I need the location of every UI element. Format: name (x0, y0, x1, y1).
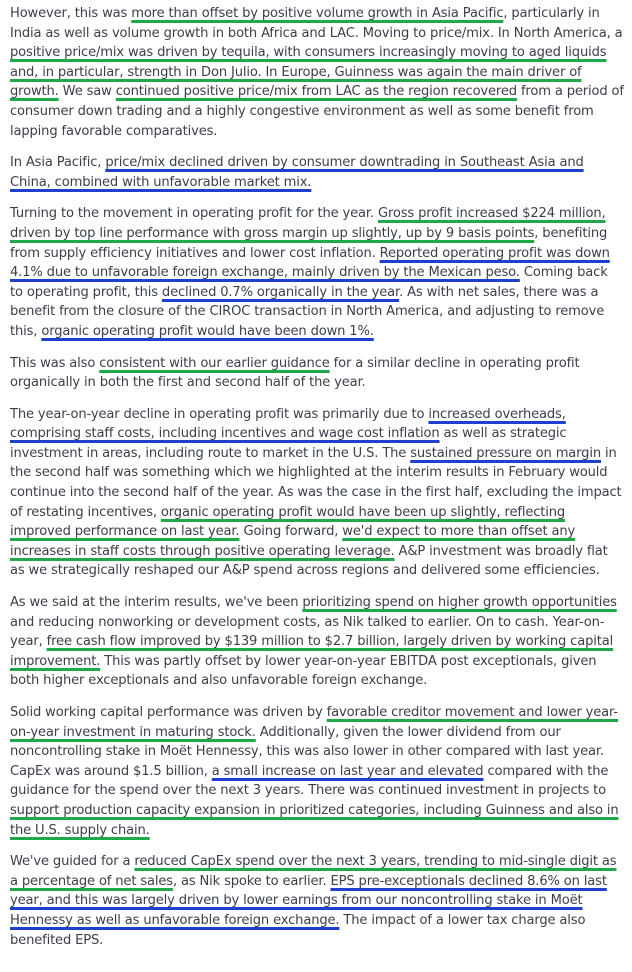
highlight-positive: we'd expect to more than offset any increases in staff costs through positive operating leverage. (10, 524, 576, 559)
highlight-negative: price/mix declined driven by consumer downtrading in Southeast Asia and China, combined with unfavorable market mix. (10, 155, 584, 190)
text-run: The impact of a lower tax charge also benefited EPS. (10, 912, 586, 948)
highlight-positive: more than offset by positive volume growth in Asia Pacific (131, 6, 504, 21)
text-run: for a similar decline in operating profit organically in both the first and second half of the year. (10, 355, 580, 391)
text-run: as well as strategic investment in areas, including route to market in the U.S. The (10, 426, 567, 461)
text-run: Coming back to operating profit, this (10, 265, 608, 300)
text-run: The year-on-year decline in operating profit was primarily due to (10, 406, 429, 422)
highlight-positive: free cash flow improved by $139 million to $2.7 billion, largely driven by working capital improvement. (10, 634, 614, 669)
highlight-positive: organic operating profit would have been up slightly, reflecting improved performance on last year. (10, 504, 566, 540)
highlight-negative: declined 0.7% organically in the year (161, 284, 400, 300)
paragraph (10, 354, 624, 393)
text-run: , as Nik spoke to earlier. (172, 873, 331, 889)
text-run: and reducing nonworking or development costs, as Nik talked to earlier. On to cash. Year-on-year, (10, 614, 605, 650)
highlight-negative: organic operating profit would have been down 1%. (41, 323, 374, 339)
text-run: Going forward, (239, 524, 343, 540)
paragraph (10, 204, 624, 341)
highlight-negative: increased overheads, comprising staff costs, including incentives and wage cost inflation (10, 406, 566, 442)
highlight-negative: sustained pressure on margin (410, 445, 601, 461)
highlight-positive: reduced CapEx spend over the next 3 years, trending to mid-single digit as a percentage of net sales (10, 854, 617, 889)
text-run: A&P investment was broadly flat as we strategically reshaped our A&P spend across regions and delivered some efficiencies. (10, 543, 608, 579)
text-run: compared with the guidance for the spend over the next 3 years. There was continued investment in projects to (10, 763, 609, 799)
paragraph (10, 703, 624, 840)
highlight-positive: prioritizing spend on higher growth opportunities (302, 595, 617, 611)
text-run: We've guided for a (10, 854, 135, 870)
highlight-positive: Gross profit increased $224 million, driven by top line performance with gross margin up slightly, up by 9 basis points (10, 206, 606, 241)
highlight-negative: Reported operating profit was down 4.1% due to unfavorable foreign exchange, mainly driven by the Mexican peso. (10, 245, 610, 281)
text-run: in the second half was something which we highlighted at the interim results in February would continue into the second half of the year. As was the case in the first half, excluding the impact of restating incentives, (10, 445, 622, 520)
text-run: . As with net sales, there was a benefit from the closure of the CIROC transaction in North America, and adjusting to remove this, (10, 284, 605, 339)
highlight-negative: a small increase on last year and elevated (211, 763, 484, 779)
highlight-positive: favorable creditor movement and lower year-on-year investment in maturing stock. (10, 705, 618, 740)
text-run: Turning to the movement in operating profit for the year. (10, 206, 378, 222)
paragraph (10, 593, 624, 691)
text-run: This was partly offset by lower year-on-year EBITDA post exceptionals, given both higher exceptionals and also unfavorable foreign exchange. (10, 653, 597, 689)
paragraph (10, 852, 624, 950)
paragraph (10, 4, 624, 141)
highlight-positive: positive price/mix was driven by tequila, with consumers increasingly moving to aged liquids and, in particular, strength in Don Julio. In Europe, Guinness was again the main driver of growth. (10, 45, 607, 100)
text-run: , particularly in India as well as volume growth in both Africa and LAC. Moving to price/mix. In North America, a (10, 6, 623, 41)
text-run: In Asia Pacific, (10, 155, 106, 171)
text-run: We saw (58, 84, 116, 100)
text-run: As we said at the interim results, we've been (10, 595, 303, 611)
text-run: Solid working capital performance was driven by (10, 705, 327, 720)
text-run: This was also (10, 355, 100, 371)
highlight-negative: EPS pre-exceptionals declined 8.6% on last year, and this was largely driven by lower earnings from our noncontrolling stake in Moët Hennessy as well as unfavorable foreign exchange. (10, 873, 607, 928)
paragraph (10, 405, 624, 581)
highlight-positive: consistent with our earlier guidance (99, 355, 330, 371)
highlight-positive: continued positive price/mix from LAC as the region recovered (115, 84, 517, 100)
text-run: Additionally, given the lower dividend from our noncontrolling stake in Moët Hennessy, this was also lower in other compared with last year. CapEx was around $1.5 billion, (10, 724, 604, 779)
paragraph (10, 153, 624, 192)
highlight-positive: support production capacity expansion in prioritized categories, including Guinness and also in the U.S. supply chain. (10, 802, 619, 838)
text-run: from a period of consumer down trading and a highly congestive environment as well as some benefit from lapping favorable comparatives. (10, 84, 624, 139)
text-run: , benefiting from supply efficiency initiatives and lower cost inflation. (10, 225, 608, 261)
text-run: However, this was (10, 6, 132, 21)
